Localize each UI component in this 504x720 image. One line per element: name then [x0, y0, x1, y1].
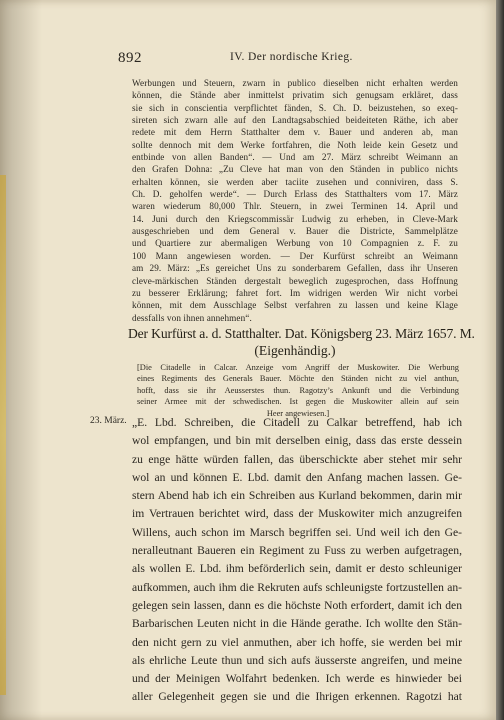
note-line: eines Regiments des Generals Bauer. Möchte den Ständen nicht zu viel anthun, [137, 374, 459, 384]
paragraph-line: und Quartiere zur abermaligen Werbung von 10 Compagnien z. F. zu [132, 238, 458, 249]
letter-line: Barbarischen Leuten nicht in die Hände gerathe. Ich wollte den Stän- [132, 617, 462, 631]
note-line: [Die Citadelle in Calcar. Anzeige vom Angriff der Muskowiter. Die Werbung [137, 363, 459, 372]
paragraph-line: entbinde von allen Banden“. — Und am 27. März schreibt Weimann an [132, 152, 458, 163]
paragraph-line: den Grafen Dohna: „Zu Cleve hat man von den Ständen in publico nichts [132, 164, 458, 175]
letter-line: als wollen E. Lbd. ihm beförderlich sein, damit er desto schleuniger [132, 562, 462, 576]
document-title-subline: (Eigenhändig.) [254, 343, 336, 358]
letter-line: aufkommen, auch ihm die Rekruten aufs schleunigste fortzustellen an- [132, 580, 462, 594]
paragraph-line: können, mit dem Ausschlage Selbst verfahren zu lassen und keine Klage [132, 300, 458, 311]
page-number: 892 [118, 50, 142, 66]
intro-paragraph [132, 77, 458, 324]
letter-line: zu enge hätte würden fallen, das überschickte aber stehet mir sehr [132, 452, 462, 466]
paragraph-line: sie sich in conscientia verpflichtet fänden, S. Ch. D. beizustehen, so exeq- [132, 102, 458, 113]
letter-line: wol empfangen, und bin mit derselben einig, dass das erste dessein [132, 434, 462, 448]
note-line: hofft, dass sie ihr Aeusserstes thun. Ragotzy’s Ankunft und die Verbindung [137, 385, 459, 395]
paragraph-line: 14. Juni durch den Kriegscommissär Ludwig zu erheben, in Cleve-Mark [132, 213, 458, 224]
paragraph-line: sireten sich zwarn alle auf den Landtagsabschied beideiteten Räthe, ich aber [132, 115, 458, 126]
margin-date: 23. März. [90, 416, 127, 426]
page-edge-gilding [0, 175, 6, 695]
paragraph-line: erhalten können, sie werden aber taciite zusehen und conniviren, dass S. [132, 176, 458, 187]
letter-line: und der Meinigen Wolfahrt bedenken. Ich werde es hinwieder bei [132, 672, 462, 686]
letter-line: wol an und können E. Lbd. damit den Anfang machen lassen. Ge- [132, 470, 462, 484]
page-gutter-shadow [0, 0, 42, 720]
paragraph-line: Werbungen und Steuern, zwarn in publico dieselben nicht erhalten werden [132, 78, 458, 88]
letter-line: den nicht gern zu viel anmuthen, aber ich hoffe, sie werden bei mir [132, 635, 462, 649]
running-head: IV. Der nordische Krieg. [230, 51, 353, 63]
letter-line: aller Gelegenheit gegen sie und die Ihrigen erkennen. Ragotzi hat [132, 690, 462, 704]
summary-note [137, 362, 459, 419]
paragraph-line: zu besserer Erklärung; fahret fort. Im widrigen werden Wir nicht vorbei [132, 287, 458, 298]
paragraph-line: sollte dennoch mit dem Werke fortfahren, die Noth leide kein Gesetz und [132, 139, 458, 150]
paragraph-line: cleve-märkischen Ständen dergestalt beweglich zugesprochen, dass Hoffnung [132, 275, 458, 286]
paragraph-line: waren wiederum 80,000 Thlr. Steuern, in zwei Terminen 14. April und [132, 201, 458, 212]
book-edge [496, 0, 504, 720]
paragraph-line: am 29. März: „Es gereichet Uns zu sonderbarem Gefallen, dass ihr Unseren [132, 263, 458, 274]
paragraph-line: 100 Mann angewiesen worden. — Der Kurfürst schreibt an Weimann [132, 250, 458, 261]
document-title [128, 325, 475, 359]
paragraph-line: redete mit dem Herrn Statthalter dem v. Bauer und anderen ab, man [132, 127, 458, 138]
paragraph-line: ausgeschrieben und dem General v. Bauer die Districte, Sammelplätze [132, 226, 458, 237]
paragraph-line: Ch. D. geholfen werde“. — Durch Erlass des Statthalters vom 17. März [132, 189, 458, 200]
letter-line: neralleutnant Baueren ein Regiment zu Fuss zu werben aufgetragen, [132, 544, 462, 558]
letter-line: gelegen sein lassen, dann es die höchste Noth erfordert, damit ich den [132, 598, 462, 612]
note-line: seiner Armee mit der schwedischen. Ist gegen die Muskowiter allein auf sein [137, 397, 459, 407]
paragraph-line: können, die Stände aber inmittelst privatim sich genugsam erkläret, dass [132, 90, 458, 101]
letter-line: stern Abend hab ich ein Schreiben aus Kurland bekommen, darin mir [132, 489, 462, 503]
paragraph-line: dessfalls von ihnen annehmen“. [132, 312, 252, 323]
letter-line: Willens, auch schon im Marsch begriffen sei. Und weil ich den Ge- [132, 525, 462, 539]
letter-body [132, 414, 462, 707]
letter-line: „E. Lbd. Schreiben, die Citadell zu Calkar betreffend, hab ich [132, 416, 462, 429]
page-header [118, 50, 458, 66]
letter-line: als ehrliche Leute thun und sich aufs äusserste angreifen, und meine [132, 653, 462, 667]
document-title-line: Der Kurfürst a. d. Statthalter. Dat. Königsberg 23. März 1657. M. [128, 326, 475, 341]
note-line: Heer angewiesen.] [266, 408, 330, 418]
letter-line: im Vertrauen berichtet wird, dass der Muskowiter mich anzugreifen [132, 507, 462, 521]
